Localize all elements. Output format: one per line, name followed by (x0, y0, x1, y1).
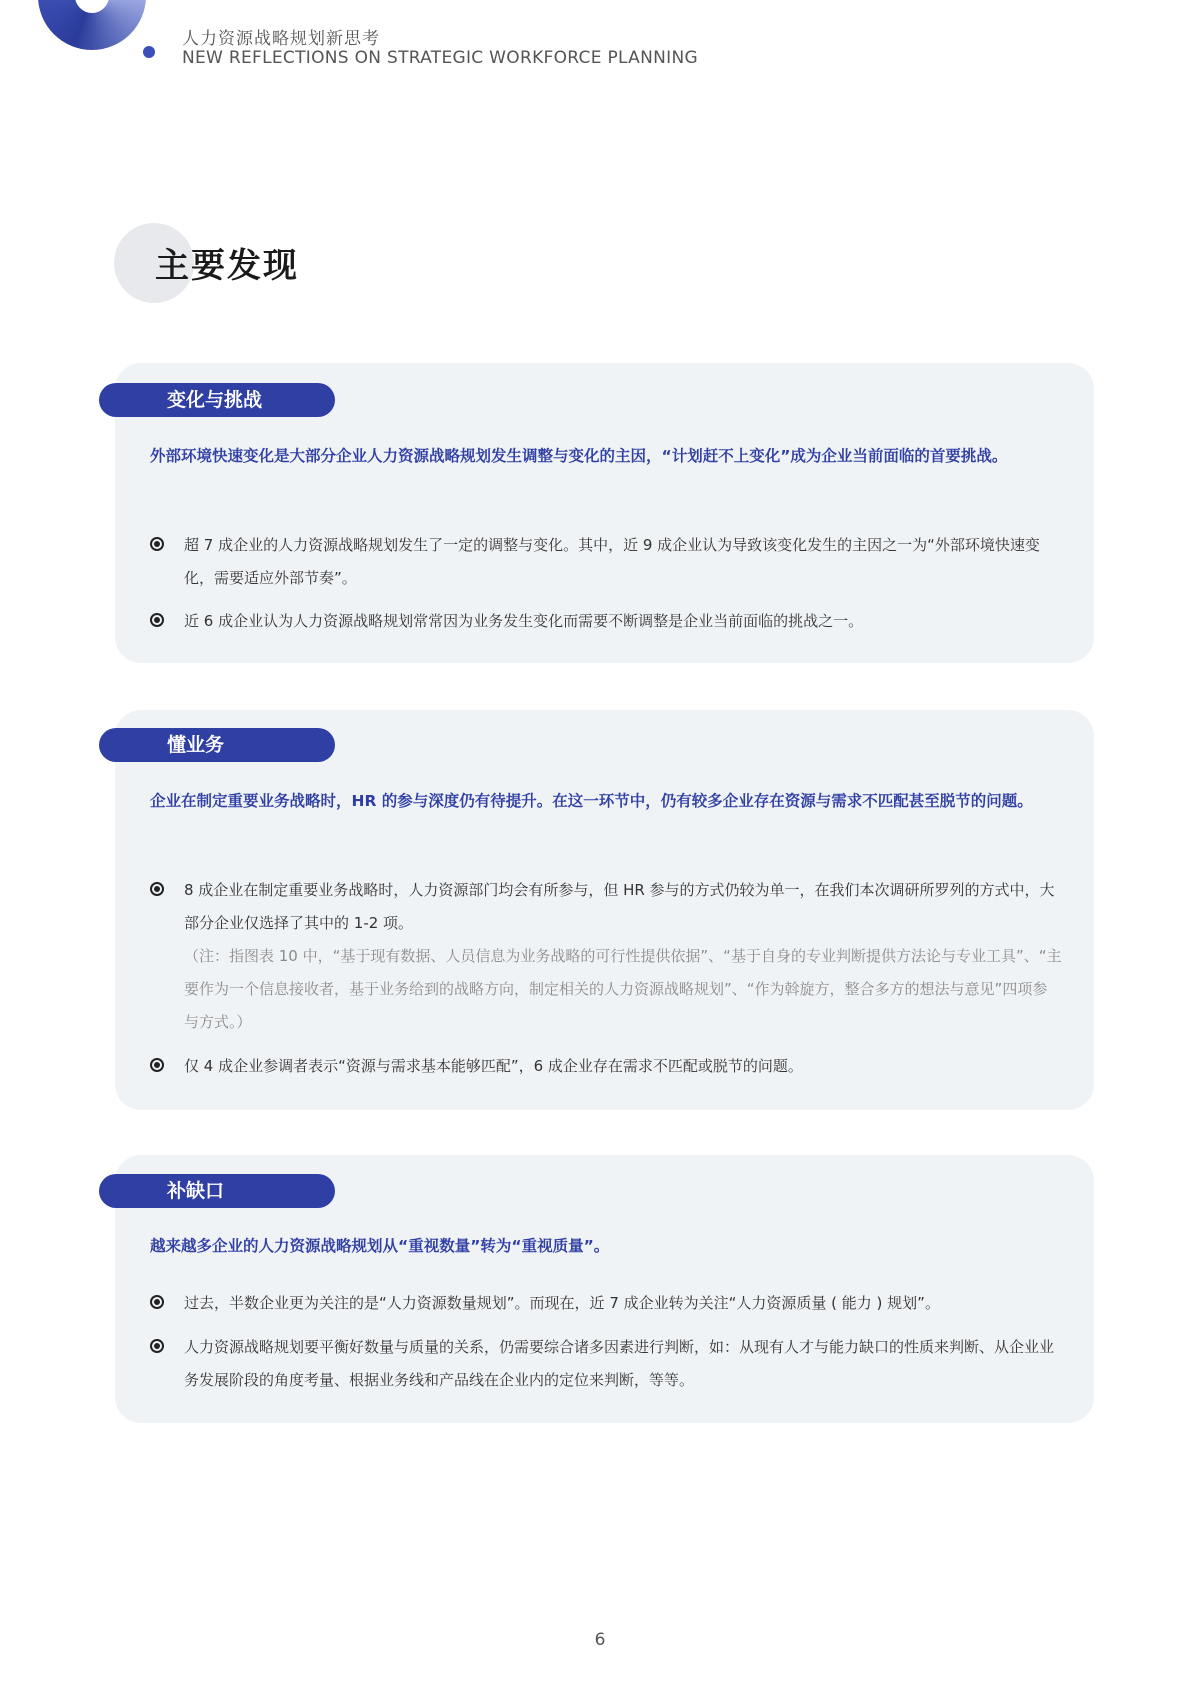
list-item (150, 1287, 1062, 1320)
logo-ring (38, 0, 146, 50)
header-title-en: NEW REFLECTIONS ON STRATEGIC WORKFORCE PLANNING (182, 48, 698, 68)
section-tag-challenges: 变化与挑战 (99, 383, 335, 417)
section-lead-challenges: 外部环境快速变化是大部分企业人力资源战略规划发生调整与变化的主因，“计划赶不上变化”成为企业当前面临的首要挑战。 (150, 447, 1008, 465)
section-tag-business: 懂业务 (99, 728, 335, 762)
header-title-cn: 人力资源战略规划新思考 (182, 29, 380, 49)
list-item (150, 1050, 1062, 1083)
bullet-icon (150, 882, 164, 896)
list-item-text: 超 7 成企业的人力资源战略规划发生了一定的调整与变化。其中，近 9 成企业认为导致该变化发生的主因之一为“外部环境快速变化，需要适应外部节奏”。 (184, 536, 1040, 587)
list-item (150, 529, 1062, 595)
list-item-text: 仅 4 成企业参调者表示“资源与需求基本能够匹配”，6 成企业存在需求不匹配或脱节的问题。 (184, 1057, 803, 1075)
bullet-icon (150, 613, 164, 627)
section-lead-business: 企业在制定重要业务战略时，HR 的参与深度仍有待提升。在这一环节中，仍有较多企业存在资源与需求不匹配甚至脱节的问题。 (150, 792, 1033, 810)
bullet-icon (150, 537, 164, 551)
logo-dot (143, 46, 155, 58)
page-title: 主要发现 (155, 246, 299, 286)
list-item (150, 1331, 1062, 1397)
section-lead-gap: 越来越多企业的人力资源战略规划从“重视数量”转为“重视质量”。 (150, 1237, 610, 1255)
section-note: （注：指图表 10 中，“基于现有数据、人员信息为业务战略的可行性提供依据”、“基于自身的专业判断提供方法论与专业工具”、“主要作为一个信息接收者，基于业务给到的战略方向，制定相关的人力资源战略规划”、“作为斡旋方，整合多方的想法与意见”四项参与方式。） (184, 947, 1062, 1031)
bullet-icon (150, 1295, 164, 1309)
page-number: 6 (594, 1630, 606, 1650)
bullet-icon (150, 1339, 164, 1353)
section-tag-gap: 补缺口 (99, 1174, 335, 1208)
list-item-text: 过去，半数企业更为关注的是“人力资源数量规划”。而现在，近 7 成企业转为关注“人力资源质量 ( 能力 ) 规划”。 (184, 1294, 940, 1312)
list-item-text: 近 6 成企业认为人力资源战略规划常常因为业务发生变化而需要不断调整是企业当前面临的挑战之一。 (184, 612, 864, 630)
list-item-text: 8 成企业在制定重要业务战略时，人力资源部门均会有所参与，但 HR 参与的方式仍较为单一，在我们本次调研所罗列的方式中，大部分企业仅选择了其中的 1-2 项。 (184, 881, 1055, 932)
list-item-text: 人力资源战略规划要平衡好数量与质量的关系，仍需要综合诸多因素进行判断，如：从现有人才与能力缺口的性质来判断、从企业业务发展阶段的角度考量、根据业务线和产品线在企业内的定位来判断，等等。 (184, 1338, 1055, 1389)
bullet-icon (150, 1058, 164, 1072)
list-item (150, 874, 1062, 940)
list-item (150, 605, 1062, 638)
